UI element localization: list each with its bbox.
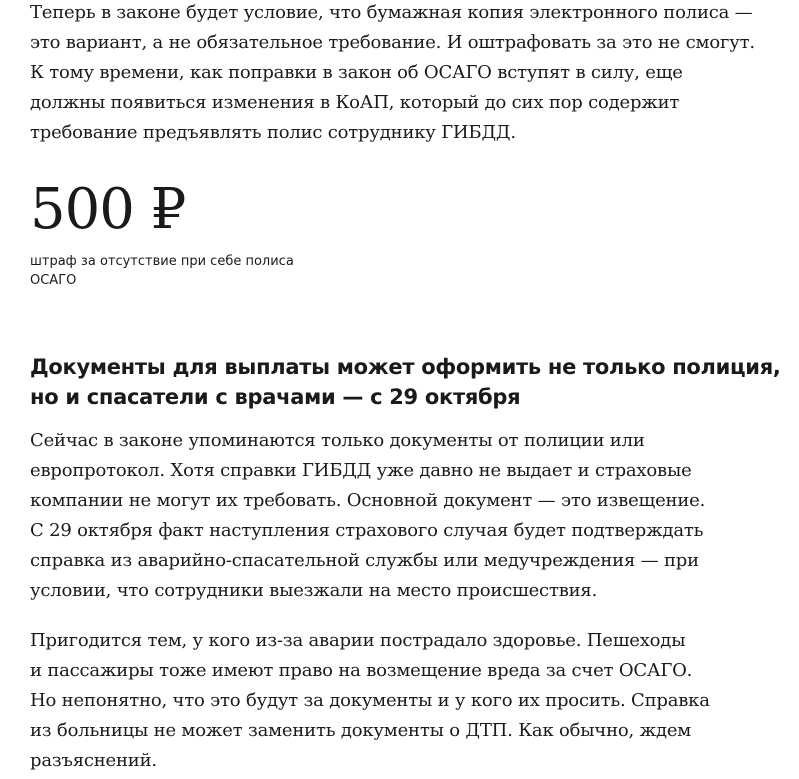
fact-block xyxy=(30,178,790,290)
article-paragraph: Пригодится тем, у кого из-за аварии пострадало здоровье. Пешеходы и пассажиры тоже имеют право на возмещение вреда за счет ОСАГО. Но непонятно, что это будут за документы и у кого их просить. Справка из больницы не может заменить документы о ДТП. Как обычно, ждем разъяснений. xyxy=(30,630,710,771)
article-body xyxy=(30,0,790,776)
article-paragraph: Сейчас в законе упоминаются только документы от полиции или европротокол. Хотя справки ГИБДД уже давно не выдает и страховые компании не могут их требовать. Основной документ — это извещение. С 29 октября факт наступления страхового случая будет подтверждать справка из аварийно-спасательной службы или медучреждения — при условии, что сотрудники выезжали на место происшествия. xyxy=(30,430,706,601)
section-heading: Документы для выплаты может оформить не только полиция, но и спасатели с врачами — с 29 октября xyxy=(30,355,781,409)
article-paragraph: Теперь в законе будет условие, что бумажная копия электронного полиса — это вариант, а не обязательное требование. И оштрафовать за это не смогут. К тому времени, как поправки в закон об ОСАГО вступят в силу, еще должны появиться изменения в КоАП, который до сих пор содержит требование предъявлять полис сотруднику ГИБДД. xyxy=(30,2,755,143)
fine-caption: штраф за отсутствие при себе полиса ОСАГО xyxy=(30,254,294,288)
fine-amount: 500 ₽ xyxy=(30,177,186,242)
